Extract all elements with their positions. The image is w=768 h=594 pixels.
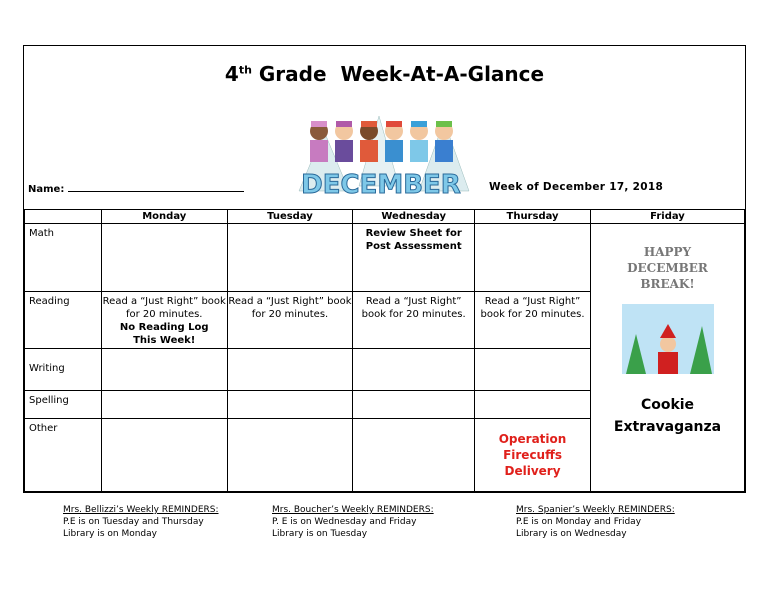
- grade-suffix: th: [238, 63, 252, 77]
- cell-reading-wed: Read a “Just Right” book for 20 minutes.: [353, 292, 475, 349]
- table-header-row: [25, 210, 745, 224]
- cell-writing-mon: [101, 349, 227, 391]
- svg-text:DECEMBER: DECEMBER: [301, 170, 461, 200]
- reminder-heading: Mrs. Bellizzi’s Weekly REMINDERS:: [63, 505, 219, 515]
- subject-math: Math: [25, 224, 102, 292]
- cell-math-tue: [227, 224, 353, 292]
- header-wednesday: Wednesday: [353, 210, 475, 224]
- row-math: [25, 224, 745, 292]
- reading-log-note: No Reading Log This Week!: [119, 322, 209, 346]
- cell-other-thu: Operation Firecuffs Delivery: [475, 419, 591, 492]
- december-kids-clipart: [279, 101, 484, 201]
- reading-mon-text: Read a “Just Right” book for 20 minutes.: [102, 296, 226, 320]
- name-label: Name:: [28, 184, 65, 195]
- reminder-line: P.E is on Tuesday and Thursday: [63, 517, 204, 527]
- subject-writing: Writing: [25, 349, 102, 391]
- subject-other: Other: [25, 419, 102, 492]
- cell-reading-tue: Read a “Just Right” book for 20 minutes.: [227, 292, 353, 349]
- reminder-line: P.E is on Monday and Friday: [516, 517, 642, 527]
- header-tuesday: Tuesday: [227, 210, 353, 224]
- header-friday: Friday: [591, 210, 745, 224]
- cell-spelling-tue: [227, 391, 353, 419]
- schedule-table: [24, 209, 745, 492]
- cell-writing-tue: [227, 349, 353, 391]
- reminders-boucher: [272, 504, 434, 540]
- cell-other-tue: [227, 419, 353, 492]
- reminders-spanier: [516, 504, 675, 540]
- subject-spelling: Spelling: [25, 391, 102, 419]
- cell-writing-thu: [475, 349, 591, 391]
- week-label: Week of December 17, 2018: [489, 181, 664, 193]
- reminders-bellizzi: [63, 504, 219, 540]
- cell-friday: [591, 224, 745, 492]
- header-corner: [25, 210, 102, 224]
- reminder-heading: Mrs. Spanier’s Weekly REMINDERS:: [516, 505, 675, 515]
- reminder-line: Library is on Monday: [63, 529, 157, 539]
- cell-math-mon: [101, 224, 227, 292]
- cell-reading-mon: [101, 292, 227, 349]
- reminder-line: P. E is on Wednesday and Friday: [272, 517, 417, 527]
- week-at-a-glance-sheet: [23, 45, 746, 493]
- santa-clipart: [622, 304, 714, 384]
- cell-reading-thu: Read a “Just Right” book for 20 minutes.: [475, 292, 591, 349]
- header-monday: Monday: [101, 210, 227, 224]
- subject-reading: Reading: [25, 292, 102, 349]
- happy-break-text: HAPPY DECEMBER BREAK!: [627, 245, 708, 291]
- title-text: Grade Week-At-A-Glance: [258, 62, 545, 86]
- cell-spelling-thu: [475, 391, 591, 419]
- cell-writing-wed: [353, 349, 475, 391]
- reminder-heading: Mrs. Boucher’s Weekly REMINDERS:: [272, 505, 434, 515]
- friday-event: Cookie Extravaganza: [613, 397, 722, 435]
- name-field-row: [28, 182, 244, 195]
- cell-spelling-mon: [101, 391, 227, 419]
- grade-number: 4: [224, 62, 239, 86]
- cell-spelling-wed: [353, 391, 475, 419]
- header-thursday: Thursday: [475, 210, 591, 224]
- cell-math-thu: [475, 224, 591, 292]
- page-title: [24, 62, 745, 86]
- name-blank-line[interactable]: [68, 182, 244, 192]
- cell-math-wed: Review Sheet for Post Assessment: [353, 224, 475, 292]
- cell-other-mon: [101, 419, 227, 492]
- reminder-line: Library is on Tuesday: [272, 529, 368, 539]
- reminder-line: Library is on Wednesday: [516, 529, 627, 539]
- cell-other-wed: [353, 419, 475, 492]
